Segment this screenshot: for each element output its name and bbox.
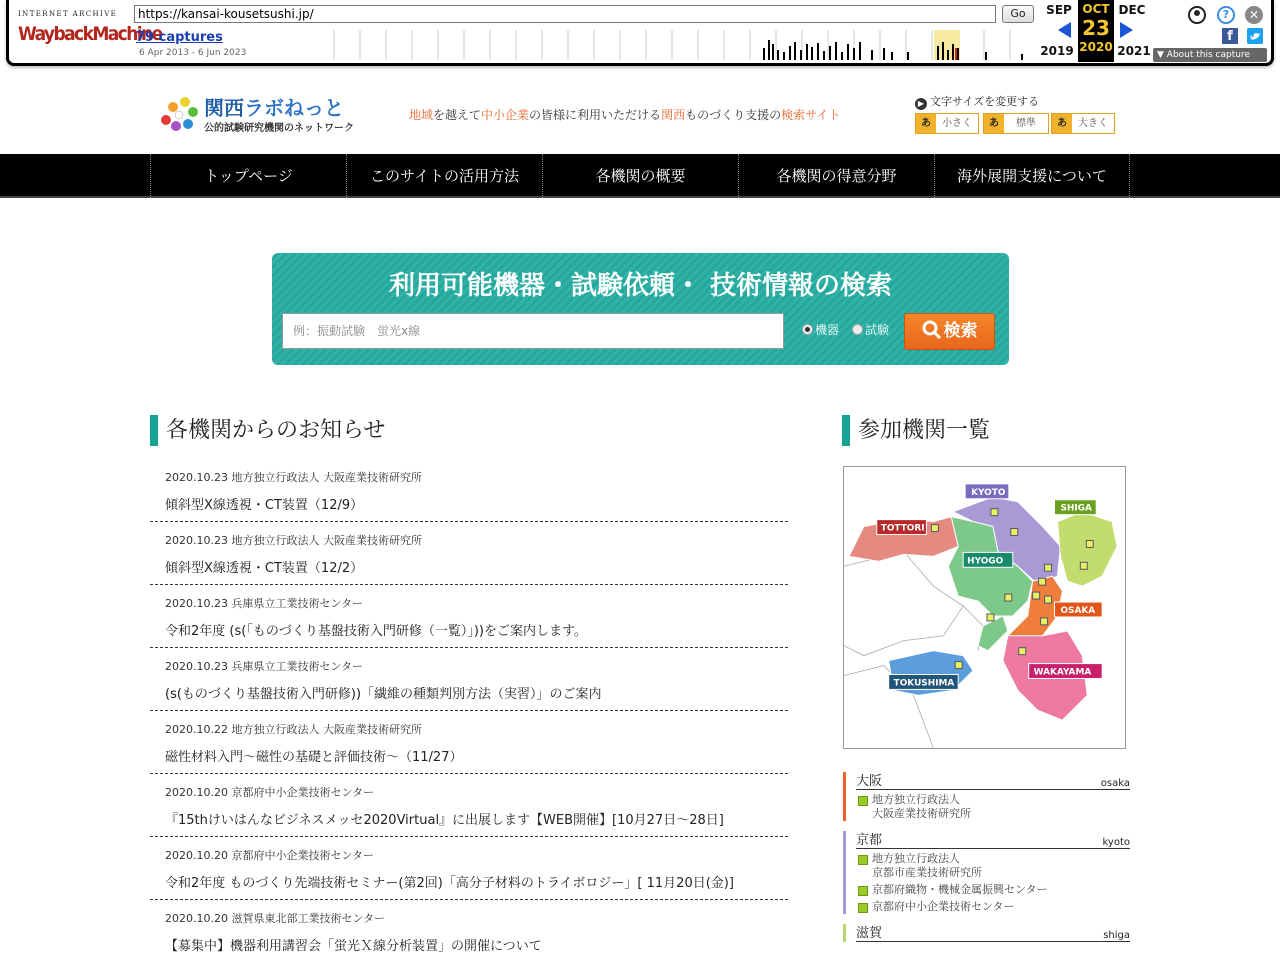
nav-overseas-support[interactable]: 海外展開支援について [934,154,1130,198]
news-list [150,459,788,960]
wayback-logo-top: INTERNET ARCHIVE [18,10,118,18]
news-heading: 各機関からのお知らせ [150,415,385,446]
font-large-label: 大きく [1078,118,1108,129]
news-meta: 2020.10.20 京都府中小企業技術センター [165,849,375,862]
main-nav [0,154,1280,198]
kansai-map[interactable] [843,466,1126,749]
nav-specialties[interactable]: 各機関の得意分野 [738,154,934,198]
news-item[interactable] [150,459,788,522]
news-title[interactable]: 『15thけいはんなビジネスメッセ2020Virtual』に出展します【WEB開催】[10月27日～28日] [165,813,724,828]
org-list [843,772,1130,952]
search-input[interactable]: 例：振動試験 蛍光x線 [282,313,784,349]
wayback-go-button[interactable]: Go [1002,5,1034,23]
org-item[interactable]: 地方独立行政法人 大阪産業技術研究所 [856,793,1130,821]
wayback-sparkline[interactable] [332,30,1036,60]
search-button-label: 検索 [943,321,978,341]
font-size-label [915,93,1125,110]
org-group-en: osaka [1100,778,1130,789]
map-label-wakayama: WAKAYAMA [1033,667,1092,678]
radio-checked-icon [802,324,813,335]
wayback-date-range: 6 Apr 2013 - 6 Jun 2023 [139,48,247,58]
wayback-about-capture[interactable]: ▼ About this capture [1153,48,1267,62]
org-item[interactable]: 京都府織物・機械金属振興センター [856,883,1130,897]
news-meta: 2020.10.22 地方独立行政法人 大阪産業技術研究所 [165,723,422,736]
org-group-jp: 大阪 [856,774,883,789]
play-icon: ▶ [915,98,927,110]
wayback-prev-year[interactable]: 2019 [1040,44,1074,58]
twitter-icon[interactable] [1247,28,1263,44]
org-group-jp: 京都 [856,833,883,848]
news-meta: 2020.10.23 地方独立行政法人 大阪産業技術研究所 [165,471,422,484]
news-meta: 2020.10.20 滋賀県東北部工業技術センター [165,912,386,925]
wayback-current-date [1078,0,1114,62]
news-item[interactable] [150,648,788,711]
wayback-toolbar [0,0,1280,68]
font-size-label-text: 文字サイズを変更する [930,95,1040,108]
search-panel [272,253,1009,365]
font-normal-button[interactable] [983,113,1049,134]
font-small-label: 小さく [942,118,972,129]
news-item[interactable] [150,774,788,837]
org-group-shiga [843,924,1130,942]
wayback-next-arrow-icon[interactable] [1120,22,1133,38]
org-group-header [856,772,1130,790]
wayback-next-year[interactable]: 2021 [1117,44,1151,58]
map-label-hyogo: HYOGO [967,556,1004,567]
org-item[interactable]: 京都府中小企業技術センター [856,900,1130,914]
wayback-cur-year: 2020 [1079,40,1113,54]
news-title[interactable]: 令和2年度 ものづくり先端技術セミナー(第2回)「高分子材料のトライボロジー」[ 11月20日(金)] [165,876,734,891]
news-meta: 2020.10.23 地方独立行政法人 大阪産業技術研究所 [165,534,422,547]
wayback-captures-link[interactable]: 79 captures [136,30,223,45]
org-group-en: shiga [1103,930,1130,941]
user-icon[interactable] [1188,6,1206,24]
tagline-part: 検索サイト [781,108,841,122]
news-title[interactable]: 【募集中】機器利用講習会「蛍光Ｘ線分析装置」の開催について [165,939,542,954]
tagline-part: を越えて [433,108,482,122]
font-size-switcher [915,93,1125,129]
org-group-header [856,831,1130,849]
logo-subtitle: 公的試験研究機関のネットワーク [204,123,354,134]
wayback-prev-arrow-icon[interactable] [1058,22,1071,38]
search-title: 利用可能機器・試験依頼・ 技術情報の検索 [388,271,893,301]
news-title[interactable]: 傾斜型X線透視・CT装置（12/9） [165,498,364,513]
radio-unchecked-icon [852,324,863,335]
tagline-part: ものづくり支援の [685,108,782,122]
news-title[interactable]: (s(ものづくり基盤技術入門研修))「繊維の種類判別方法（実習）」のご案内 [165,687,602,702]
tagline-part: の皆様に利用いただける [529,108,662,122]
org-group-en: kyoto [1102,837,1130,848]
news-item[interactable] [150,837,788,900]
help-icon[interactable]: ? [1217,6,1235,24]
wayback-logo-main: WaybackMachine [18,23,162,45]
close-icon[interactable]: ✕ [1245,6,1263,24]
news-title[interactable]: 傾斜型X線透視・CT装置（12/2） [165,561,364,576]
tagline-part: 関西 [661,108,686,122]
wayback-prev-month[interactable]: SEP [1046,3,1072,17]
font-glyph: あ [916,114,936,133]
org-group-jp: 滋賀 [856,926,883,941]
news-meta: 2020.10.20 京都府中小企業技術センター [165,786,375,799]
search-button[interactable] [904,313,995,350]
orgs-heading: 参加機関一覧 [842,415,990,446]
news-item[interactable] [150,585,788,648]
org-group-osaka [843,772,1130,821]
logo-title-a: 関西 [204,96,244,120]
font-large-button[interactable] [1051,113,1115,134]
wayback-cur-day: 23 [1082,16,1110,40]
wayback-url-input[interactable]: https://kansai-kousetsushi.jp/ [134,5,996,23]
logo-title [204,92,344,121]
logo-ring-icon [158,94,200,132]
site-logo[interactable] [158,92,358,134]
nav-top-page[interactable]: トップページ [150,154,346,198]
logo-title-b: ラボねっと [244,96,344,120]
font-normal-label: 標準 [1016,118,1036,129]
radio-equipment-label: 機器 [815,323,840,337]
font-small-button[interactable] [915,113,979,134]
org-group-header [856,924,1130,942]
font-glyph: あ [1052,114,1072,133]
map-label-kyoto: KYOTO [971,487,1006,498]
news-meta: 2020.10.23 兵庫県立工業技術センター [165,660,364,673]
nav-institutions-overview[interactable]: 各機関の概要 [542,154,738,198]
magnifier-icon [922,320,942,340]
org-group-kyoto [843,831,1130,914]
org-item[interactable]: 地方独立行政法人 京都市産業技術研究所 [856,852,1130,880]
news-title[interactable]: 令和2年度 (s(「ものづくり基盤技術入門研修（一覧）」))をご案内します。 [165,624,587,639]
wayback-about-label: About this capture [1166,50,1250,60]
wayback-cur-month: OCT [1082,2,1110,16]
wayback-logo[interactable] [14,8,162,50]
radio-test[interactable] [852,321,889,338]
tagline-part: 地域 [409,108,434,122]
font-glyph: あ [984,114,1004,133]
news-meta: 2020.10.23 兵庫県立工業技術センター [165,597,364,610]
map-label-osaka: OSAKA [1060,605,1096,616]
tagline-part: 中小企業 [481,108,530,122]
map-label-tokushima: TOKUSHIMA [893,678,955,689]
news-title[interactable]: 磁性材料入門～磁性の基礎と評価技術～（11/27） [165,750,463,765]
news-item[interactable] [150,522,788,585]
site-tagline [409,106,840,123]
map-label-shiga: SHIGA [1060,503,1092,514]
radio-equipment[interactable] [802,321,839,338]
news-item[interactable] [150,900,788,960]
nav-how-to-use[interactable]: このサイトの活用方法 [346,154,542,198]
radio-test-label: 試験 [865,323,890,337]
wayback-next-month[interactable]: DEC [1118,3,1146,17]
news-item[interactable] [150,711,788,774]
facebook-icon[interactable]: f [1222,28,1238,44]
map-label-tottori: TOTTORI [880,523,925,534]
